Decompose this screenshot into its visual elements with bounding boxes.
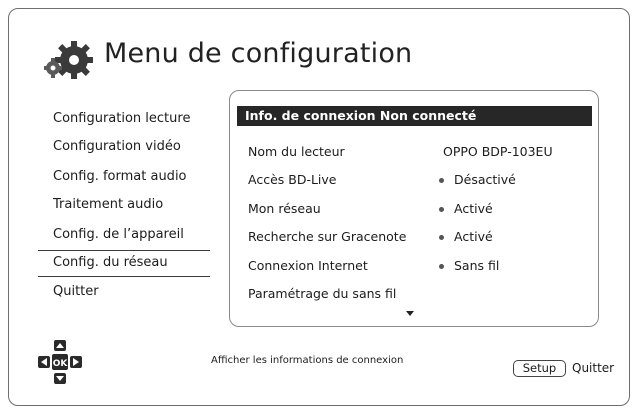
setting-row-gracenote[interactable] [230,229,598,249]
network-settings-panel [229,90,599,327]
sidebar-item-quitter[interactable]: Quitter [53,284,99,299]
selection-divider-top [38,250,210,251]
setting-label: Recherche sur Gracenote [248,229,407,244]
setting-label: Paramétrage du sans fil [248,286,397,301]
setting-row-player-name[interactable] [230,144,598,164]
setting-value: OPPO BDP-103EU [443,144,553,159]
scroll-down-icon[interactable] [406,311,414,316]
page-title: Menu de configuration [104,38,413,69]
bullet-icon [439,264,444,269]
setup-key-icon[interactable]: Setup [513,360,566,377]
ok-label: OK [52,359,68,369]
setting-label: Mon réseau [248,201,321,216]
bullet-icon [439,178,444,183]
setting-label: Accès BD-Live [248,172,337,187]
setting-value: Sans fil [454,258,500,273]
sidebar-item-config-reseau[interactable]: Config. du réseau [53,255,168,270]
sidebar-item-config-format-audio[interactable]: Config. format audio [53,169,187,184]
setting-row-wireless-setup[interactable] [230,286,598,306]
gear-icon [44,40,96,82]
sidebar-item-traitement-audio[interactable]: Traitement audio [53,197,164,212]
setting-value: Désactivé [454,172,516,187]
sidebar-item-config-appareil[interactable]: Config. de l’appareil [53,227,184,242]
setting-label: Nom du lecteur [248,144,345,159]
setting-row-my-network[interactable] [230,201,598,221]
setting-row-internet-connection[interactable] [230,258,598,278]
connection-info-row[interactable]: Info. de connexion Non connecté [237,106,592,126]
quit-hint: Quitter [572,361,615,375]
dpad-ok-icon [35,340,85,384]
setting-row-bd-live[interactable] [230,172,598,192]
bullet-icon [439,207,444,212]
selection-divider-bottom [38,276,210,277]
setting-value: Activé [454,229,493,244]
sidebar-item-configuration-lecture[interactable]: Configuration lecture [53,111,191,126]
setting-value: Activé [454,201,493,216]
setting-label: Connexion Internet [248,258,368,273]
help-hint: Afficher les informations de connexion [211,355,404,366]
bullet-icon [439,235,444,240]
sidebar-item-configuration-video[interactable]: Configuration vidéo [53,139,181,154]
